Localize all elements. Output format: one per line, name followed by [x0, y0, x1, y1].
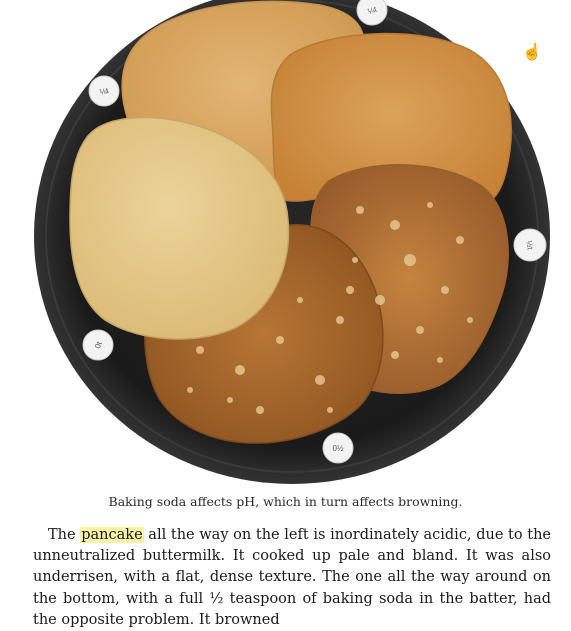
paragraph-rest: all the way on the left is inordinately acidic, due to the unneutralized buttermilk. It cooked up pale and bland. It was also underrisen, with a flat, dense texture. The one all the way around on the bottom, with a full ½ teaspoon of baking soda in the batter, had the opposite problem. It browned	[33, 527, 551, 628]
highlighted-word[interactable]: pancake	[81, 527, 143, 543]
body-paragraph	[33, 525, 551, 631]
svg-text:½t: ½t	[524, 239, 535, 251]
svg-text:0t: 0t	[93, 340, 104, 350]
svg-text:⅛t: ⅛t	[98, 85, 110, 97]
svg-text:0½: 0½	[332, 444, 344, 453]
hand-pointer-icon: ☝	[522, 42, 542, 61]
paragraph-start: The	[48, 527, 81, 543]
svg-text:¼t: ¼t	[366, 4, 378, 17]
figure-caption: Baking soda affects pH, which in turn affects browning.	[108, 494, 463, 509]
